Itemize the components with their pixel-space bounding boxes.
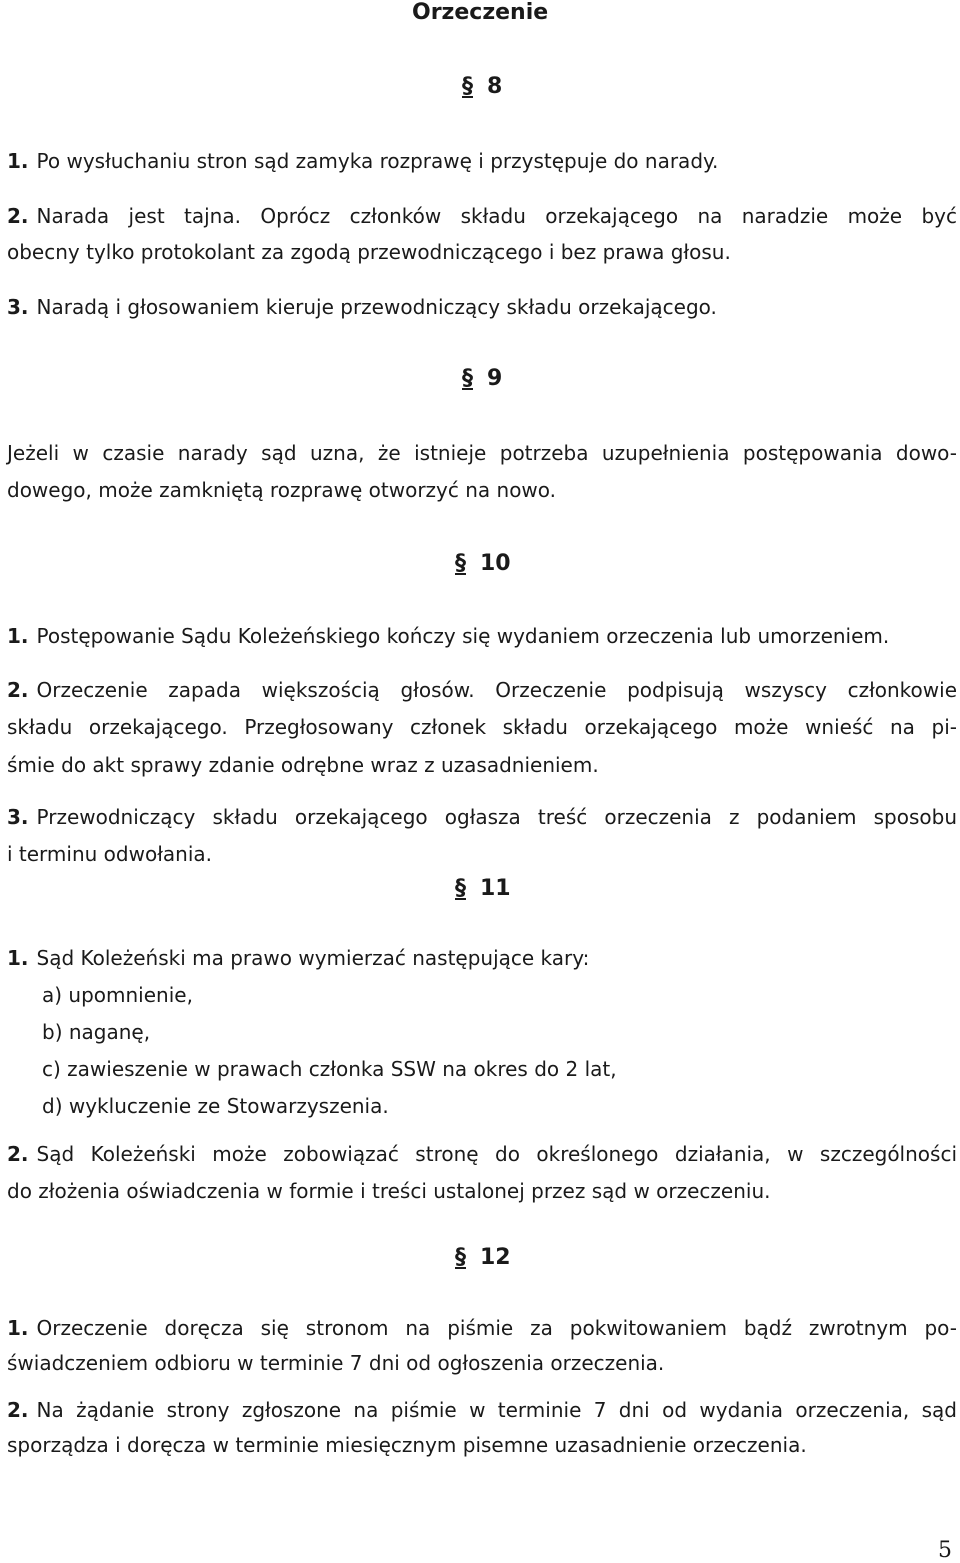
s12-paragraph-2-line-2: sporządza i doręcza w terminie miesięcznym pisemne uzasadnienie orzeczenia.: [7, 1433, 807, 1457]
s8-paragraph-3: [7, 295, 717, 319]
section-symbol: §: [462, 74, 473, 99]
paragraph-text: Po wysłuchaniu stron sąd zamyka rozprawę i przystępuje do narady.: [36, 149, 719, 173]
page-title: Orzeczenie: [412, 0, 549, 25]
s10-paragraph-2-line-1: [7, 678, 957, 702]
section-number: 10: [480, 551, 511, 576]
paragraph-text: Sąd Koleżeński ma prawo wymierzać następujące kary:: [36, 946, 590, 970]
s11-list-item: c) zawieszenie w prawach członka SSW na okres do 2 lat,: [42, 1057, 617, 1081]
paragraph-number: 1.: [7, 149, 29, 173]
s9-paragraph-line-1: Jeżeli w czasie narady sąd uzna, że istnieje potrzeba uzupełnienia postępowania dowo-: [7, 441, 957, 465]
paragraph-number: 1.: [7, 946, 29, 970]
paragraph-text: Orzeczenie doręcza się stronom na piśmie za pokwitowaniem bądź zwrotnym po-: [36, 1316, 957, 1340]
section-heading-12: [455, 1245, 511, 1270]
section-number: 9: [487, 366, 503, 391]
paragraph-text: Narada jest tajna. Oprócz członków składu orzekającego na naradzie może być: [36, 204, 957, 228]
s8-paragraph-2-line-1: [7, 204, 957, 228]
s8-paragraph-1: [7, 149, 718, 173]
paragraph-text: Naradą i głosowaniem kieruje przewodniczący składu orzekającego.: [36, 295, 717, 319]
s10-paragraph-2-line-3: śmie do akt sprawy zdanie odrębne wraz z uzasadnieniem.: [7, 753, 599, 777]
section-symbol: §: [455, 551, 466, 576]
section-symbol: §: [462, 366, 473, 391]
s12-paragraph-2-line-1: [7, 1398, 957, 1422]
s11-list-item: d) wykluczenie ze Stowarzyszenia.: [42, 1094, 389, 1118]
paragraph-text: Postępowanie Sądu Koleżeńskiego kończy się wydaniem orzeczenia lub umorzeniem.: [36, 624, 890, 648]
s10-paragraph-3-line-1: [7, 805, 957, 829]
s10-paragraph-1: [7, 624, 889, 648]
section-heading-10: [455, 551, 511, 576]
paragraph-text: Orzeczenie zapada większością głosów. Orzeczenie podpisują wszyscy członkowie: [36, 678, 957, 702]
s11-list-item: b) naganę,: [42, 1020, 151, 1044]
paragraph-number: 2.: [7, 1142, 29, 1166]
s11-list-item: a) upomnienie,: [42, 983, 193, 1007]
paragraph-number: 2.: [7, 1398, 29, 1422]
section-heading-11: [455, 876, 511, 901]
s10-paragraph-2-line-2: składu orzekającego. Przegłosowany członek składu orzekającego może wnieść na pi-: [7, 715, 957, 739]
s12-paragraph-1-line-1: [7, 1316, 957, 1340]
s9-paragraph-line-2: dowego, może zamkniętą rozprawę otworzyć na nowo.: [7, 478, 557, 502]
section-heading-8: [462, 74, 502, 99]
s11-paragraph-2-line-2: do złożenia oświadczenia w formie i treści ustalonej przez sąd w orzeczeniu.: [7, 1179, 771, 1203]
section-symbol: §: [455, 1245, 466, 1270]
s11-paragraph-1: [7, 946, 589, 970]
paragraph-number: 1.: [7, 1316, 29, 1340]
paragraph-number: 2.: [7, 678, 29, 702]
paragraph-text: Przewodniczący składu orzekającego ogłasza treść orzeczenia z podaniem sposobu: [36, 805, 957, 829]
paragraph-number: 3.: [7, 805, 29, 829]
s8-paragraph-2-line-2: obecny tylko protokolant za zgodą przewodniczącego i bez prawa głosu.: [7, 240, 731, 264]
paragraph-text: Na żądanie strony zgłoszone na piśmie w terminie 7 dni od wydania orzeczenia, sąd: [36, 1398, 957, 1422]
s10-paragraph-3-line-2: i terminu odwołania.: [7, 842, 212, 866]
paragraph-number: 3.: [7, 295, 29, 319]
s12-paragraph-1-line-2: świadczeniem odbioru w terminie 7 dni od ogłoszenia orzeczenia.: [7, 1351, 665, 1375]
paragraph-text: Sąd Koleżeński może zobowiązać stronę do określonego działania, w szczególności: [36, 1142, 957, 1166]
paragraph-number: 1.: [7, 624, 29, 648]
section-number: 11: [480, 876, 511, 901]
page-number: 5: [938, 1538, 952, 1563]
section-heading-9: [462, 366, 502, 391]
section-number: 12: [480, 1245, 511, 1270]
section-number: 8: [487, 74, 503, 99]
paragraph-number: 2.: [7, 204, 29, 228]
s11-paragraph-2-line-1: [7, 1142, 957, 1166]
section-symbol: §: [455, 876, 466, 901]
